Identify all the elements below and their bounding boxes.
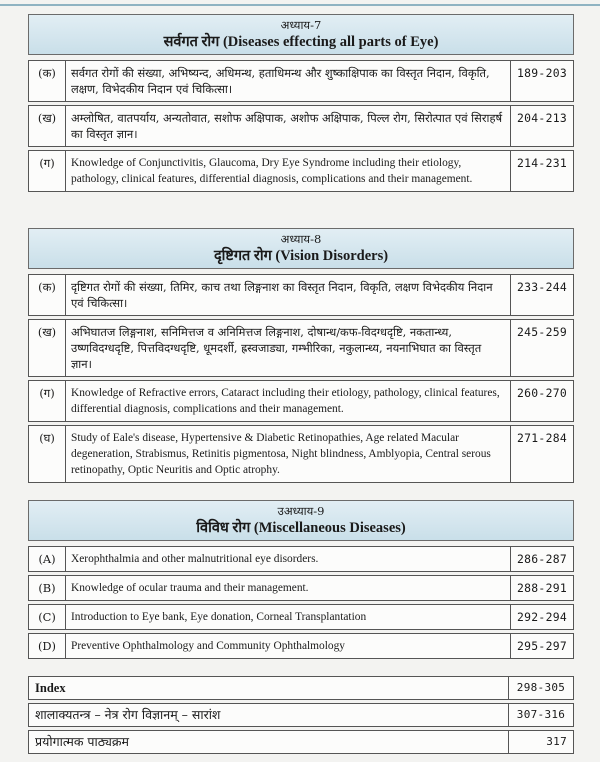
row-key: (क) xyxy=(28,274,66,316)
row-key: (A) xyxy=(28,546,66,572)
row-key: (ग) xyxy=(28,380,66,422)
table-row xyxy=(28,319,574,377)
table-row xyxy=(28,425,574,483)
row-key: (ख) xyxy=(28,105,66,147)
chapter-rows xyxy=(28,57,574,195)
row-text: Xerophthalmia and other malnutritional eye disorders. xyxy=(66,546,511,572)
row-pages: 271-284 xyxy=(511,425,574,483)
table-row xyxy=(28,604,574,630)
chapter-number: अध्याय-8 xyxy=(280,232,322,246)
chapter-title: दृष्टिगत रोग (Vision Disorders) xyxy=(213,248,389,264)
row-pages: 214-231 xyxy=(511,150,574,192)
index-label: प्रयोगात्मक पाठ्यक्रम xyxy=(28,730,509,754)
chapter-title: विविध रोग (Miscellaneous Diseases) xyxy=(196,520,406,536)
table-row xyxy=(28,575,574,601)
row-text: Knowledge of Refractive errors, Cataract including their etiology, pathology, clinical features, differential diagnosis, complications and their management. xyxy=(66,380,511,422)
index-row xyxy=(28,676,574,700)
chapter-9 xyxy=(28,500,574,662)
row-text: Knowledge of ocular trauma and their management. xyxy=(66,575,511,601)
chapter-header xyxy=(28,14,574,55)
row-text: दृष्टिगत रोगों की संख्या, तिमिर, काच तथा लिङ्गनाश का विस्तृत निदान, विकृति, लक्षण विभेदकीय निदान एवं चिकित्सा। xyxy=(66,274,511,316)
index-pages: 298-305 xyxy=(509,676,574,700)
row-key: (ख) xyxy=(28,319,66,377)
table-row xyxy=(28,60,574,102)
row-pages: 292-294 xyxy=(511,604,574,630)
chapter-rows xyxy=(28,271,574,486)
chapter-header xyxy=(28,500,574,541)
row-pages: 233-244 xyxy=(511,274,574,316)
row-pages: 260-270 xyxy=(511,380,574,422)
row-key: (क) xyxy=(28,60,66,102)
index-row xyxy=(28,730,574,754)
index-label: Index xyxy=(28,676,509,700)
chapter-rows xyxy=(28,543,574,662)
table-row xyxy=(28,380,574,422)
chapter-header xyxy=(28,228,574,269)
row-pages: 295-297 xyxy=(511,633,574,659)
table-row xyxy=(28,150,574,192)
row-pages: 189-203 xyxy=(511,60,574,102)
chapter-title: सर्वगत रोग (Diseases effecting all parts of Eye) xyxy=(163,34,439,50)
chapter-8 xyxy=(28,228,574,486)
table-row xyxy=(28,274,574,316)
row-text: Knowledge of Conjunctivitis, Glaucoma, Dry Eye Syndrome including their etiology, pathology, clinical features, differential diagnosis, complications and their management. xyxy=(66,150,511,192)
row-text: अभिघातज लिङ्गनाश, सनिमित्तज व अनिमित्तज लिङ्गनाश, दोषान्ध/कफ-विदग्धदृष्टि, नकतान्ध्य, उष्णविदग्धदृष्टि, पित्तविदग्धदृष्टि, धूमदर्शी, ह्रस्वजाड्या, गम्भीरिका, नकुलान्ध्य, नयनाभिघात का विस्तृत ज्ञान। xyxy=(66,319,511,377)
row-key: (C) xyxy=(28,604,66,630)
row-text: सर्वगत रोगों की संख्या, अभिष्यन्द, अधिमन्थ, हताधिमन्थ और शुष्काक्षिपाक का विस्तृत निदान, विकृति, लक्षण, विभेदकीय निदान एवं चिकित्सा। xyxy=(66,60,511,102)
table-row xyxy=(28,105,574,147)
row-key: (घ) xyxy=(28,425,66,483)
index-row xyxy=(28,703,574,727)
row-text: Preventive Ophthalmology and Community Ophthalmology xyxy=(66,633,511,659)
chapter-number: उअध्याय-9 xyxy=(277,504,325,518)
row-key: (B) xyxy=(28,575,66,601)
row-pages: 288-291 xyxy=(511,575,574,601)
chapter-7 xyxy=(28,14,574,195)
row-pages: 204-213 xyxy=(511,105,574,147)
row-key: (ग) xyxy=(28,150,66,192)
table-row xyxy=(28,546,574,572)
chapter-number: अध्याय-7 xyxy=(280,18,322,32)
row-pages: 245-259 xyxy=(511,319,574,377)
row-text: Introduction to Eye bank, Eye donation, Corneal Transplantation xyxy=(66,604,511,630)
index-pages: 317 xyxy=(509,730,574,754)
row-pages: 286-287 xyxy=(511,546,574,572)
index-table xyxy=(28,673,574,757)
row-key: (D) xyxy=(28,633,66,659)
row-text: अम्लोषित, वातपर्याय, अन्यतोवात, सशोफ अक्षिपाक, अशोफ अक्षिपाक, पिल्ल रोग, सिरोत्पात एवं सिराहर्ष का विस्तृत ज्ञान। xyxy=(66,105,511,147)
index-pages: 307-316 xyxy=(509,703,574,727)
row-text: Study of Eale's disease, Hypertensive & Diabetic Retinopathies, Age related Macular degeneration, Strabismus, Retinitis pigmentosa, Night blindness, Amblyopia, Central serous retinopathy, Optic Neuritis and Optic atrophy. xyxy=(66,425,511,483)
table-row xyxy=(28,633,574,659)
index-label: शालाक्यतन्त्र – नेत्र रोग विज्ञानम् – सारांश xyxy=(28,703,509,727)
top-border xyxy=(0,4,600,6)
